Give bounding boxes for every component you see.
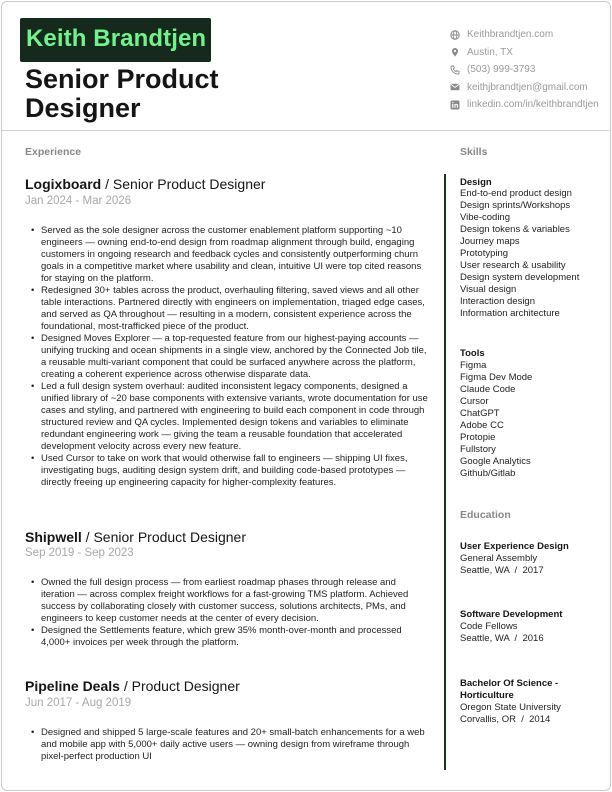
- job-role: Senior Product Designer: [112, 176, 266, 192]
- skill-item: Prototyping: [460, 248, 509, 259]
- job-header: [25, 678, 240, 694]
- job-bullet: • Used Cursor to take on work that would otherwise fall to engineers — shipping UI fixes, investigating bugs, auditing design system drift, and building code-based prototypes — directly freeing up engineering capacity for higher-complexity features.: [31, 453, 429, 489]
- school: General Assembly: [460, 553, 538, 564]
- tool-item: Github/Gitlab: [460, 468, 516, 479]
- design-skills-list: [460, 188, 579, 320]
- resume-page: [1, 1, 611, 791]
- education-entry: [460, 678, 608, 726]
- contact-website[interactable]: [450, 26, 610, 44]
- tool-item: Adobe CC: [460, 420, 504, 431]
- job-dates: Jun 2017 - Aug 2019: [25, 697, 132, 709]
- design-skills-heading: Design: [460, 177, 492, 188]
- job-bullet: • Served as the sole designer across the customer enablement platform supporting ~10 engineers — owning end-to-end design from roadmap alignment through build, engaging customers in ongoing research and feedback cycles and consistently outperforming churn goals in a competitive market where usability and clean, intuitive UI were top cited reasons for staying on the platform.: [31, 225, 429, 285]
- job-dates: Sep 2019 - Sep 2023: [25, 547, 134, 559]
- company-name: Logixboard: [25, 176, 102, 192]
- job-role: Product Designer: [131, 678, 240, 694]
- job-title-line-1: Senior Product: [25, 64, 219, 94]
- phone-icon: [450, 65, 460, 75]
- company-name: Shipwell: [25, 529, 82, 545]
- tool-item: Google Analytics: [460, 456, 531, 467]
- contact-email-text: keithjbrandtjen@gmail.com: [467, 81, 588, 93]
- education-heading: Education: [460, 509, 511, 521]
- experience-heading: Experience: [25, 146, 82, 158]
- header-divider: [2, 130, 611, 131]
- degree: User Experience Design: [460, 541, 569, 552]
- globe-icon: [450, 30, 460, 40]
- contact-linkedin-text: linkedin.com/in/keithbrandtjen: [467, 99, 599, 111]
- sidebar-rule: [444, 174, 446, 770]
- candidate-name: Keith Brandtjen: [26, 25, 207, 52]
- skill-item: Design sprints/Workshops: [460, 200, 571, 211]
- tools-list: [460, 360, 532, 480]
- tools-heading: Tools: [460, 348, 485, 359]
- contact-website-text: Keithbrandtjen.com: [467, 29, 554, 41]
- job-bullet: • Designed and shipped 5 large-scale features and 20+ small-batch enhancements for a web and mobile app with 5,000+ daily active users — owning design from wireframe through pixel-perfect production UI: [31, 727, 429, 763]
- job-bullet: • Designed the Settlements feature, which grew 35% month-over-month and processed 4,000+ invoices per week through the platform.: [31, 625, 429, 649]
- contact-location: [450, 44, 610, 62]
- job-separator: /: [81, 529, 94, 545]
- job-dates: Jan 2024 - Mar 2026: [25, 195, 132, 207]
- skill-item: Design tokens & variables: [460, 224, 570, 235]
- job-bullet: • Owned the full design process — from earliest roadmap phases through release and iteration — across complex freight workflows for a fast-growing TMS platform. Achieved success by collaborating closely with customer success, solutions architects, PMs, and engineers to keep customer needs at the center of every decision.: [31, 577, 429, 625]
- job-bullet: • Redesigned 30+ tables across the product, overhauling filtering, saved views and all other table interactions. Partnered directly with engineers on implementation, triaged edge cases, and served as QA throughout — resulting in a modern, consistent experience across the foundational, most-trafficked piece of the product.: [31, 285, 429, 333]
- tool-item: Figma Dev Mode: [460, 372, 533, 383]
- contact-location-text: Austin, TX: [467, 46, 513, 58]
- education-entry: [460, 609, 608, 645]
- job-separator: /: [119, 678, 132, 694]
- school: Code Fellows: [460, 621, 518, 632]
- job-separator: /: [101, 176, 113, 192]
- company-name: Pipeline Deals: [25, 678, 120, 694]
- job-header: [25, 176, 265, 192]
- job-role: Senior Product Designer: [93, 529, 246, 545]
- contact-phone-text: (503) 999-3793: [467, 64, 536, 76]
- job-title-line-2: Designer: [25, 93, 141, 123]
- degree: Software Development: [460, 609, 563, 620]
- education-location: Corvallis, OR / 2014: [460, 714, 551, 725]
- education-location: Seattle, WA / 2017: [460, 565, 544, 576]
- tool-item: Cursor: [460, 396, 489, 407]
- tool-item: Protopie: [460, 432, 496, 443]
- tool-item: Figma: [460, 360, 487, 371]
- name-banner: [20, 18, 211, 62]
- contact-block: [450, 26, 610, 114]
- skill-item: Information architecture: [460, 308, 560, 319]
- tool-item: ChatGPT: [460, 408, 500, 419]
- tool-item: Claude Code: [460, 384, 516, 395]
- school: Oregon State University: [460, 702, 561, 713]
- skill-item: Visual design: [460, 284, 517, 295]
- email-icon: [450, 82, 460, 92]
- education-entry: [460, 541, 608, 577]
- job-bullet-list: [31, 225, 429, 489]
- degree: Bachelor Of Science - Horticulture: [460, 678, 559, 701]
- contact-email[interactable]: [450, 79, 610, 97]
- skills-heading: Skills: [460, 146, 488, 158]
- job-bullet: • Designed Moves Explorer — a top-requested feature from our highest-paying accounts — unifying trucking and ocean shipments in a single view, anchored by the Connected Job tile, a reusable multi-variant component that could be surfaced anywhere across the platform, creating a coherent experience across otherwise disparate data.: [31, 333, 429, 381]
- skill-item: End-to-end product design: [460, 188, 572, 199]
- skill-item: Interaction design: [460, 296, 535, 307]
- job-header: [25, 529, 246, 545]
- contact-linkedin[interactable]: [450, 96, 610, 114]
- skill-item: Design system development: [460, 272, 580, 283]
- education-location: Seattle, WA / 2016: [460, 633, 544, 644]
- job-bullet-list: [31, 577, 429, 649]
- linkedin-icon: [450, 100, 460, 110]
- tool-item: Fullstory: [460, 444, 496, 455]
- job-bullet-list: [31, 727, 429, 763]
- job-bullet: • Led a full design system overhaul: audited inconsistent legacy components, designed a unified library of ~20 base components with extensive variants, wrote documentation for use cases and styling, and partnered with engineering to build each component in code through structured review and QA cycles. Implemented design tokens and variables to eliminate redundant engineering work — giving the team a reusable foundation that accelerated development velocity across every new feature.: [31, 381, 429, 453]
- skill-item: Vibe-coding: [460, 212, 511, 223]
- contact-phone[interactable]: [450, 61, 610, 79]
- location-pin-icon: [450, 47, 460, 57]
- skill-item: User research & usability: [460, 260, 566, 271]
- skill-item: Journey maps: [460, 236, 520, 247]
